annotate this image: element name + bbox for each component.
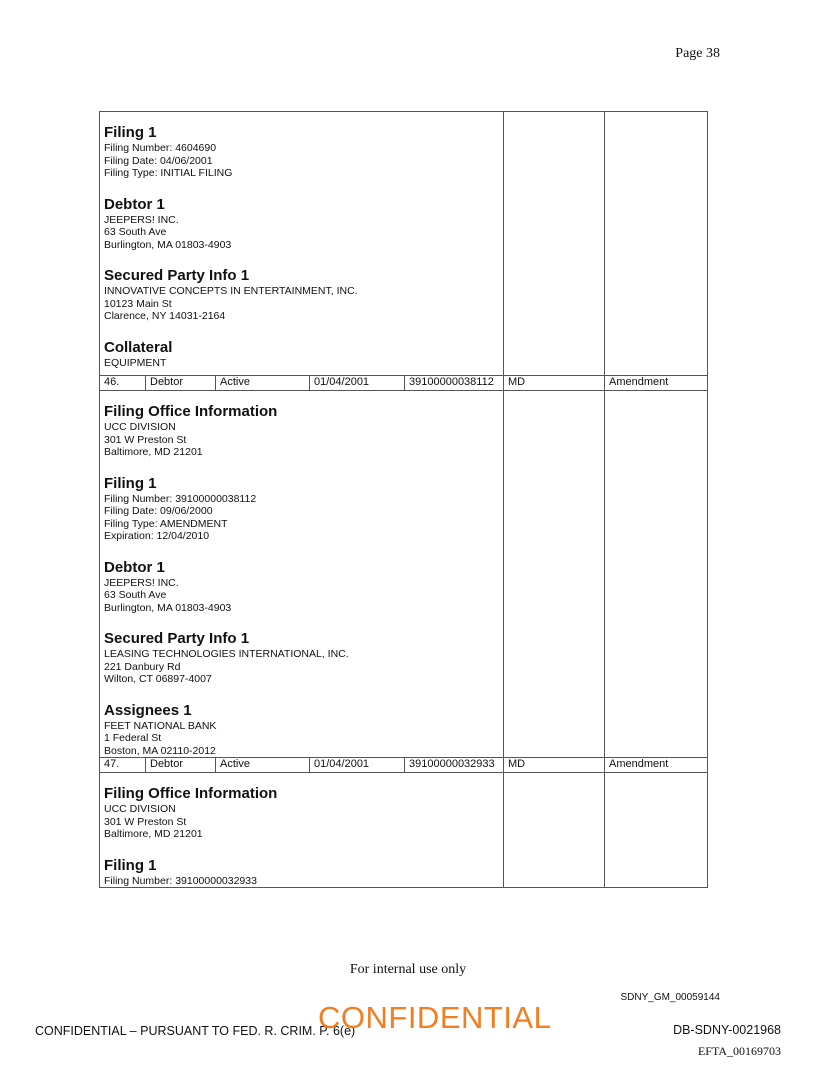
row-status: Active: [216, 376, 310, 391]
row-filing-number: 39100000038112: [405, 376, 504, 391]
row-state: MD: [504, 758, 605, 773]
section-line: Filing Number: 4604690: [104, 142, 217, 154]
empty-cell: [504, 112, 605, 376]
row-number: 46.: [100, 376, 146, 391]
section-line: 63 South Ave: [104, 589, 167, 601]
section-line: Filing Date: 09/06/2000: [104, 505, 213, 517]
section-heading: Assignees 1: [104, 701, 192, 719]
page-number: Page 38: [675, 46, 720, 61]
efta-number: EFTA_00169703: [697, 1044, 781, 1058]
empty-cell: [605, 112, 708, 376]
section-line: EQUIPMENT: [104, 356, 167, 369]
section-line: 301 W Preston St: [104, 815, 187, 828]
section-secured-party: [104, 630, 499, 686]
section-line: INNOVATIVE CONCEPTS IN ENTERTAINMENT, INC.: [104, 285, 358, 297]
section-line: JEEPERS! INC.: [104, 213, 179, 226]
section-filing: [104, 857, 499, 888]
section-heading: Collateral: [104, 338, 173, 356]
empty-cell: [504, 773, 605, 888]
section-heading: Filing 1: [104, 474, 157, 492]
row-number: 47.: [100, 758, 146, 773]
section-line: 1 Federal St: [104, 732, 162, 744]
section-filing-office: [104, 403, 499, 459]
detail-cell: [100, 112, 504, 376]
section-line: Expiration: 12/04/2010: [104, 530, 210, 542]
section-collateral: [104, 339, 499, 370]
ucc-filings-table: [99, 111, 708, 888]
row-date: 01/04/2001: [310, 376, 405, 391]
detail-row: [100, 112, 708, 376]
section-filing-office: [104, 785, 499, 841]
row-role: Debtor: [146, 376, 216, 391]
row-type: Amendment: [605, 376, 708, 391]
row-role: Debtor: [146, 758, 216, 773]
section-line: UCC DIVISION: [104, 803, 176, 815]
section-line: Baltimore, MD 21201: [104, 446, 203, 458]
section-line: Filing Number: 39100000038112: [104, 492, 257, 505]
bates-number: SDNY_GM_00059144: [620, 992, 720, 1003]
section-debtor: [104, 559, 499, 615]
section-line: FEET NATIONAL BANK: [104, 719, 217, 732]
section-heading: Debtor 1: [104, 558, 165, 576]
section-line: Boston, MA 02110-2012: [104, 744, 216, 757]
section-line: 301 W Preston St: [104, 433, 187, 446]
empty-cell: [605, 773, 708, 888]
section-assignees: [104, 702, 499, 758]
section-line: Burlington, MA 01803-4903: [104, 238, 232, 251]
section-line: Filing Number: 39100000032933: [104, 874, 257, 887]
section-debtor: [104, 196, 499, 252]
confidential-stamp: CONFIDENTIAL: [318, 1000, 552, 1035]
section-secured-party: [104, 267, 499, 323]
detail-row: [100, 391, 708, 758]
section-filing: [104, 124, 499, 180]
section-line: LEASING TECHNOLOGIES INTERNATIONAL, INC.: [104, 648, 349, 660]
table-row: [100, 758, 708, 773]
db-bates-number: DB-SDNY-0021968: [673, 1023, 781, 1037]
confidential-notice: CONFIDENTIAL – PURSUANT TO FED. R. CRIM. P. 6(e): [35, 1024, 356, 1038]
internal-use-note: For internal use only: [349, 962, 467, 977]
section-line: UCC DIVISION: [104, 421, 176, 433]
section-line: 221 Danbury Rd: [104, 660, 181, 673]
empty-cell: [605, 391, 708, 758]
row-state: MD: [504, 376, 605, 391]
section-line: Burlington, MA 01803-4903: [104, 601, 232, 614]
section-line: Filing Type: INITIAL FILING: [104, 167, 233, 179]
empty-cell: [504, 391, 605, 758]
section-line: Filing Date: 04/06/2001: [104, 154, 213, 167]
section-line: JEEPERS! INC.: [104, 576, 179, 589]
section-line: 10123 Main St: [104, 297, 172, 310]
row-filing-number: 39100000032933: [405, 758, 504, 773]
section-line: 63 South Ave: [104, 226, 167, 238]
row-status: Active: [216, 758, 310, 773]
section-line: Clarence, NY 14031-2164: [104, 310, 226, 322]
section-filing: [104, 475, 499, 543]
section-line: Baltimore, MD 21201: [104, 828, 203, 840]
detail-cell: [100, 391, 504, 758]
section-heading: Secured Party Info 1: [104, 630, 250, 647]
section-heading: Debtor 1: [104, 195, 165, 213]
section-line: Wilton, CT 06897-4007: [104, 673, 212, 685]
section-line: Filing Type: AMENDMENT: [104, 517, 228, 530]
section-heading: Filing 1: [104, 124, 157, 141]
table-row: [100, 376, 708, 391]
section-heading: Filing Office Information: [104, 403, 278, 420]
detail-row: [100, 773, 708, 888]
section-heading: Filing 1: [104, 856, 157, 874]
section-heading: Filing Office Information: [104, 785, 278, 802]
row-date: 01/04/2001: [310, 758, 405, 773]
row-type: Amendment: [605, 758, 708, 773]
section-heading: Secured Party Info 1: [104, 267, 250, 284]
detail-cell: [100, 773, 504, 888]
